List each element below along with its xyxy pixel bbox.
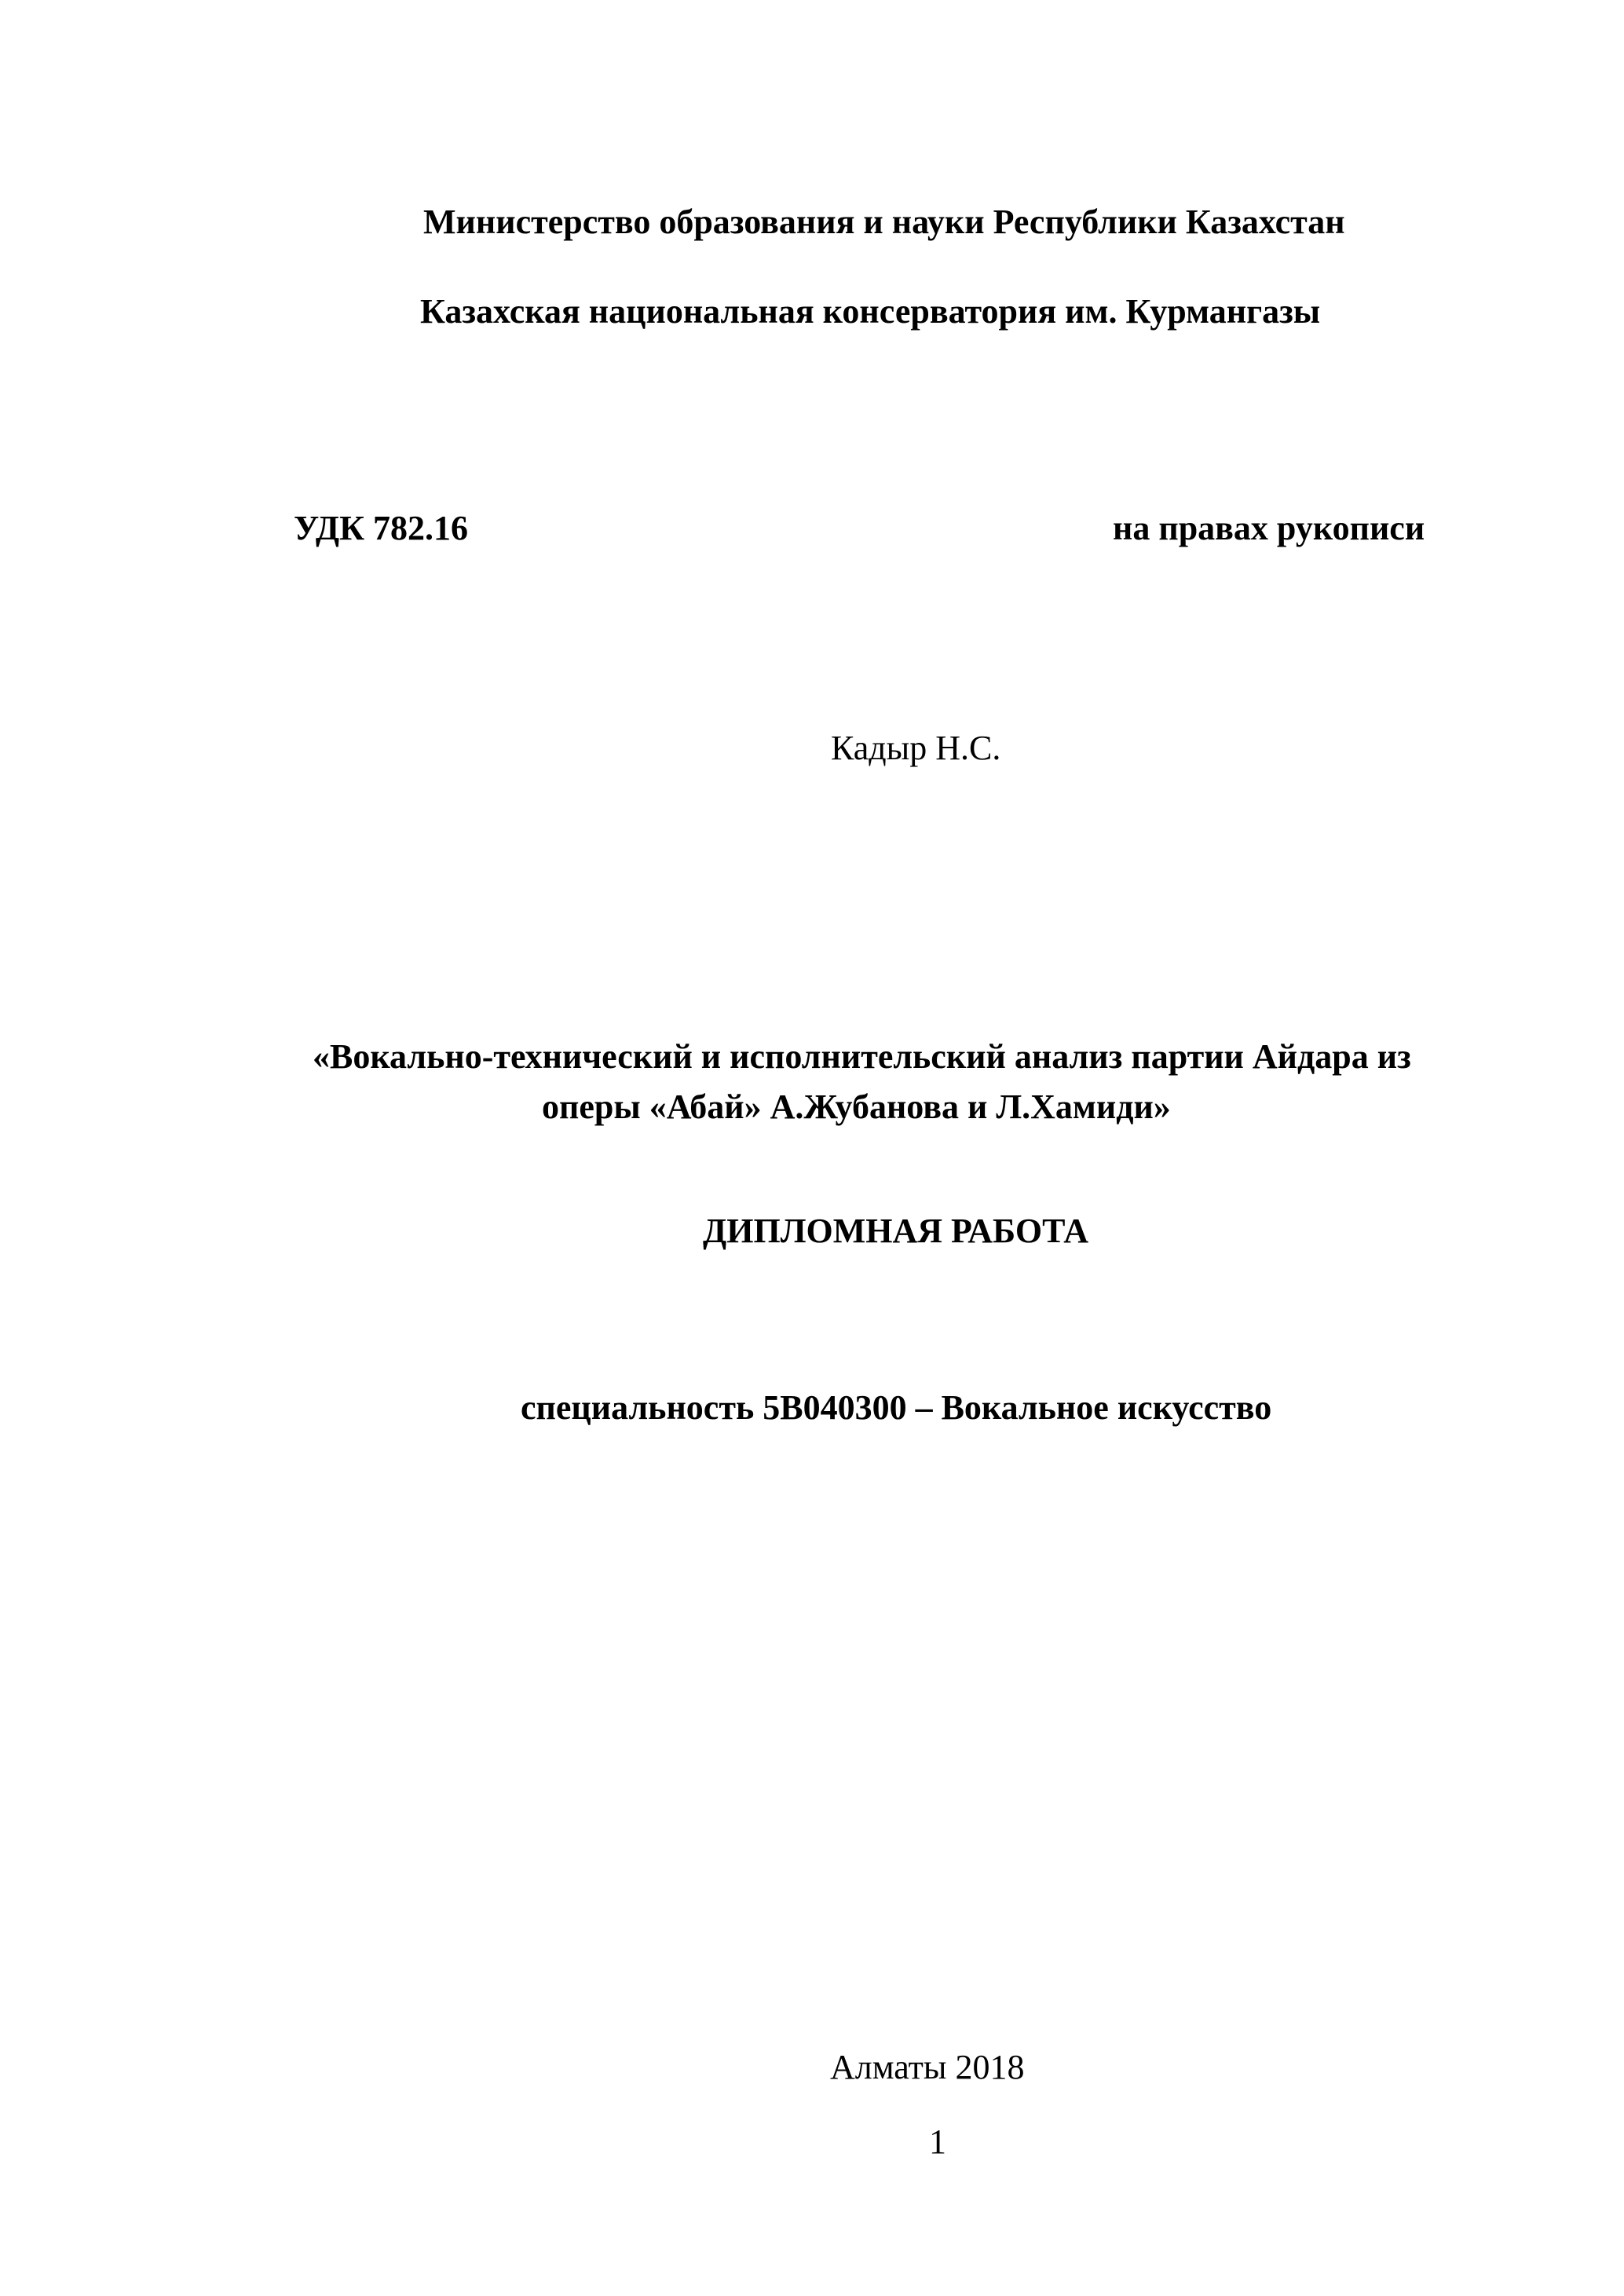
ministry-heading: Министерство образования и науки Республики Казахстан xyxy=(423,203,1345,241)
work-type-heading: ДИПЛОМНАЯ РАБОТА xyxy=(703,1212,1089,1250)
specialty-line: специальность 5В040300 – Вокальное искусство xyxy=(521,1388,1272,1427)
thesis-title-line-1: «Вокально-технический и исполнительский анализ партии Айдара из xyxy=(313,1037,1411,1076)
page-number: 1 xyxy=(929,2122,946,2161)
udk-code: УДК 782.16 xyxy=(294,509,469,547)
manuscript-rights-note: на правах рукописи xyxy=(1113,509,1425,547)
thesis-title-line-2: оперы «Абай» А.Жубанова и Л.Хамиди» xyxy=(542,1088,1171,1126)
city-year: Алматы 2018 xyxy=(830,2048,1025,2086)
institution-heading: Казахская национальная консерватория им. Курмангазы xyxy=(420,292,1321,331)
author-name: Кадыр Н.С. xyxy=(831,729,1001,767)
